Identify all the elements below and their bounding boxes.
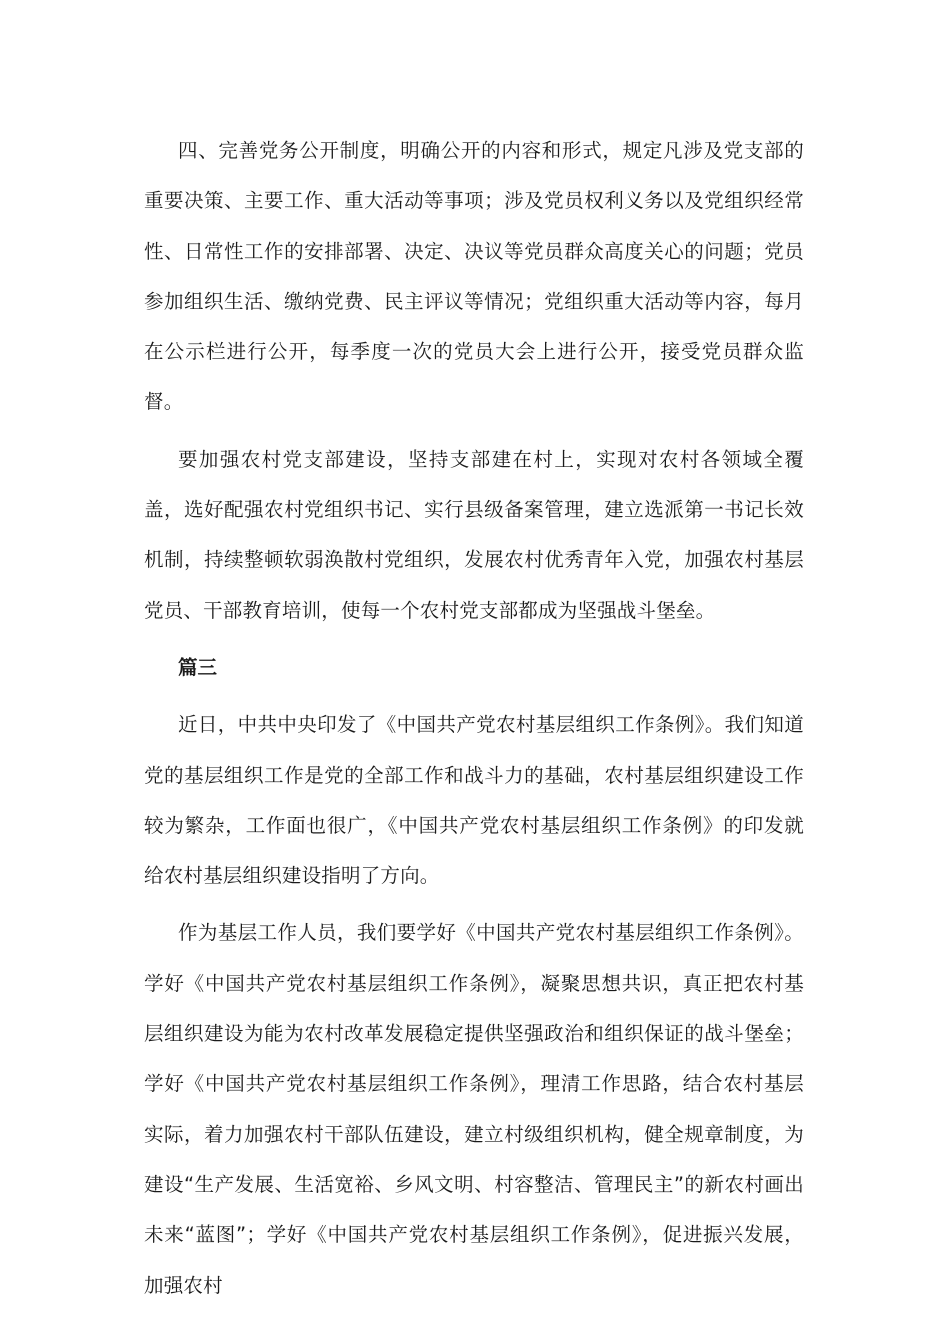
section-heading: 篇三	[178, 655, 218, 679]
paragraph-study-regulation: 作为基层工作人员，我们要学好《中国共产党农村基层组织工作条例》。学好《中国共产党农村基层组织工作条例》，凝聚思想共识，真正把农村基层组织建设为能为农村改革发展稳定提供坚强政治和组织保证的战斗堡垒；学好《中国共产党农村基层组织工作条例》，理清工作思路，结合农村基层实际，着力加强农村干部队伍建设，建立村级组织机构，健全规章制度，为建设“生产发展、生活宽裕、乡风文明、村容整洁、管理民主”的新农村画出未来“蓝图”；学好《中国共产党农村基层组织工作条例》，促进振兴发展，加强农村	[144, 921, 804, 1297]
paragraph-regulation-issued: 近日，中共中央印发了《中国共产党农村基层组织工作条例》。我们知道党的基层组织工作是党的全部工作和战斗力的基础，农村基层组织建设工作较为繁杂，工作面也很广，《中国共产党农村基层组织工作条例》的印发就给农村基层组织建设指明了方向。	[144, 713, 804, 888]
document-body	[144, 126, 804, 1318]
paragraph-rural-branch-building: 要加强农村党支部建设，坚持支部建在村上，实现对农村各领域全覆盖，选好配强农村党组织书记、实行县级备案管理，建立选派第一书记长效机制，持续整顿软弱涣散村党组织，发展农村优秀青年入党，加强农村基层党员、干部教育培训，使每一个农村党支部都成为坚强战斗堡垒。	[144, 447, 804, 622]
paragraph-party-affairs-disclosure: 四、完善党务公开制度，明确公开的内容和形式，规定凡涉及党支部的重要决策、主要工作、重大活动等事项；涉及党员权利义务以及党组织经常性、日常性工作的安排部署、决定、决议等党员群众高度关心的问题；党员参加组织生活、缴纳党费、民主评议等情况；党组织重大活动等内容，每月在公示栏进行公开，每季度一次的党员大会上进行公开，接受党员群众监督。	[144, 139, 804, 414]
